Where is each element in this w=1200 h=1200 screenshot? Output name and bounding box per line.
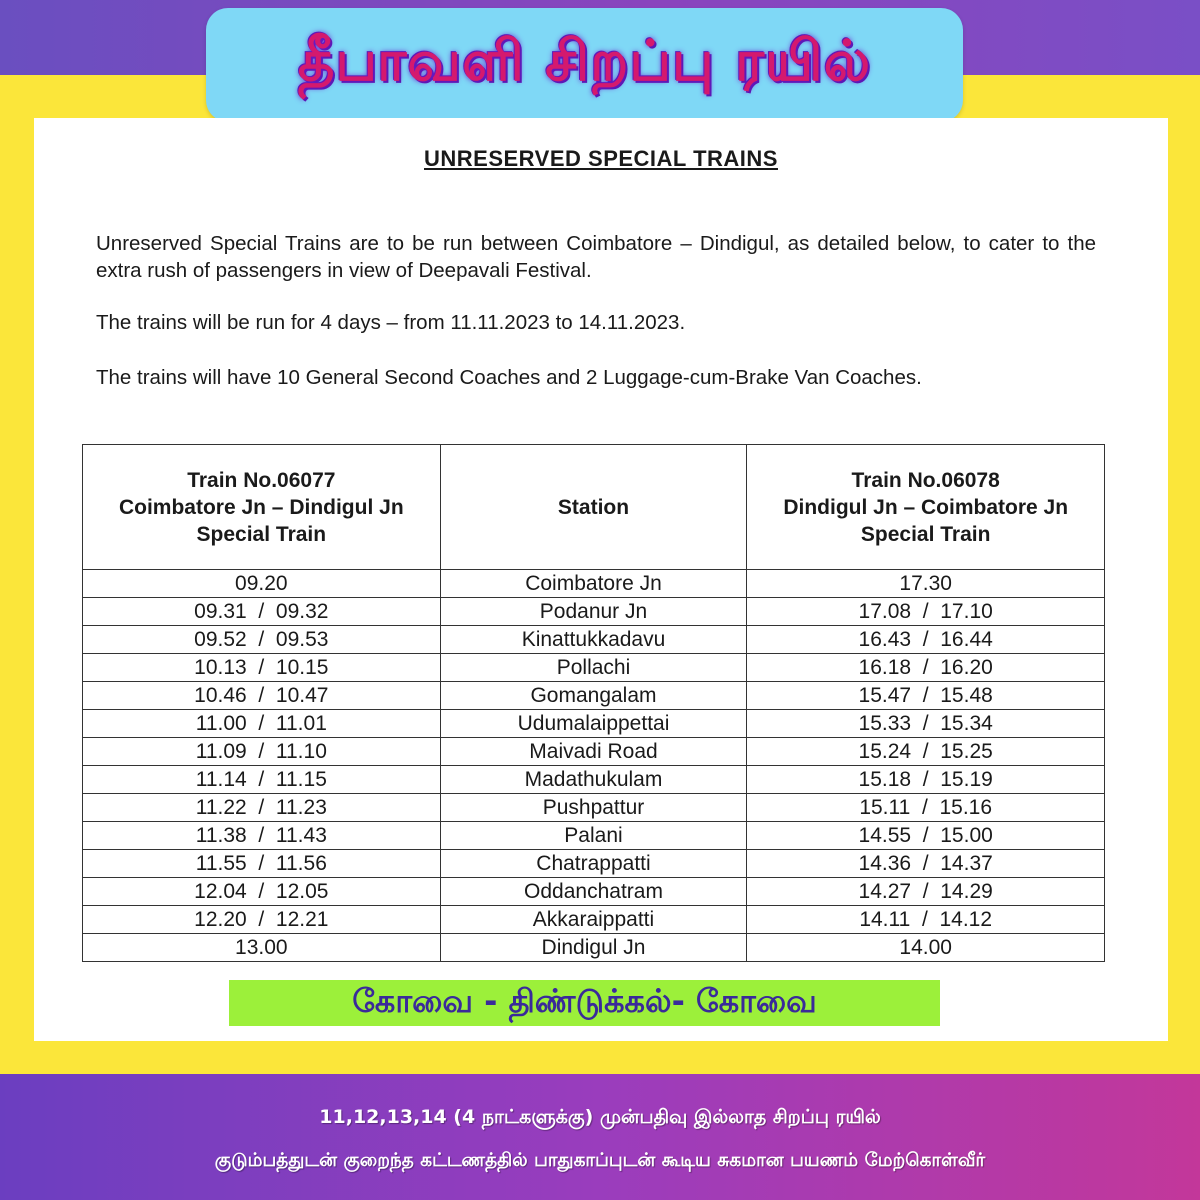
cell-06078-time: 17.08 / 17.10 bbox=[747, 598, 1105, 626]
route-label: கோவை - திண்டுக்கல்- கோவை bbox=[352, 982, 817, 1020]
cell-06077-time: 12.20 / 12.21 bbox=[83, 906, 441, 934]
table-row bbox=[83, 794, 1105, 822]
timetable bbox=[82, 444, 1105, 962]
cell-06077-time: 11.55 / 11.56 bbox=[83, 850, 441, 878]
table-row bbox=[83, 766, 1105, 794]
table-row bbox=[83, 906, 1105, 934]
cell-06077-time: 13.00 bbox=[83, 934, 441, 962]
paragraph-coaches: The trains will have 10 General Second Coaches and 2 Luggage-cum-Brake Van Coaches. bbox=[96, 366, 922, 389]
cell-06077-time: 11.14 / 11.15 bbox=[83, 766, 441, 794]
cell-06077-time: 10.13 / 10.15 bbox=[83, 654, 441, 682]
cell-06077-time: 11.00 / 11.01 bbox=[83, 710, 441, 738]
cell-station: Akkaraippatti bbox=[440, 906, 747, 934]
cell-station: Chatrappatti bbox=[440, 850, 747, 878]
table-row bbox=[83, 598, 1105, 626]
cell-06077-time: 09.31 / 09.32 bbox=[83, 598, 441, 626]
cell-station: Madathukulam bbox=[440, 766, 747, 794]
cell-06078-time: 16.43 / 16.44 bbox=[747, 626, 1105, 654]
table-row bbox=[83, 654, 1105, 682]
table-row bbox=[83, 934, 1105, 962]
cell-06078-time: 15.18 / 15.19 bbox=[747, 766, 1105, 794]
table-row bbox=[83, 850, 1105, 878]
timetable-header-row bbox=[83, 445, 1105, 570]
header-train-06077: Train No.06077 Coimbatore Jn – Dindigul Jn Special Train bbox=[83, 445, 441, 570]
table-row bbox=[83, 626, 1105, 654]
route-banner bbox=[229, 980, 940, 1026]
cell-station: Udumalaippettai bbox=[440, 710, 747, 738]
document-heading: UNRESERVED SPECIAL TRAINS bbox=[424, 146, 778, 171]
document-heading-wrap bbox=[34, 146, 1168, 172]
cell-station: Pushpattur bbox=[440, 794, 747, 822]
table-row bbox=[83, 710, 1105, 738]
cell-station: Dindigul Jn bbox=[440, 934, 747, 962]
cell-station: Gomangalam bbox=[440, 682, 747, 710]
table-row bbox=[83, 738, 1105, 766]
cell-06078-time: 14.55 / 15.00 bbox=[747, 822, 1105, 850]
paragraph-route: Unreserved Special Trains are to be run between Coimbatore – Dindigul, as detailed below, to cater to the extra rush of passengers in view of Deepavali Festival. bbox=[96, 232, 1096, 282]
footer-line-1: 11,12,13,14 (4 நாட்களுக்கு) முன்பதிவு இல்லாத சிறப்பு ரயில் bbox=[319, 1106, 881, 1128]
cell-06077-time: 09.52 / 09.53 bbox=[83, 626, 441, 654]
cell-06078-time: 15.11 / 15.16 bbox=[747, 794, 1105, 822]
footer-band bbox=[0, 1074, 1200, 1200]
footer-line-2: குடும்பத்துடன் குறைந்த கட்டணத்தில் பாதுகாப்புடன் கூடிய சுகமான பயணம் மேற்கொள்வீர் bbox=[214, 1150, 986, 1171]
table-row bbox=[83, 570, 1105, 598]
cell-06078-time: 15.33 / 15.34 bbox=[747, 710, 1105, 738]
paragraph-dates: The trains will be run for 4 days – from 11.11.2023 to 14.11.2023. bbox=[96, 311, 686, 334]
cell-06078-time: 17.30 bbox=[747, 570, 1105, 598]
cell-06078-time: 14.00 bbox=[747, 934, 1105, 962]
cell-06077-time: 11.22 / 11.23 bbox=[83, 794, 441, 822]
cell-06078-time: 14.11 / 14.12 bbox=[747, 906, 1105, 934]
cell-06078-time: 15.47 / 15.48 bbox=[747, 682, 1105, 710]
cell-06077-time: 10.46 / 10.47 bbox=[83, 682, 441, 710]
title-banner bbox=[206, 8, 963, 122]
cell-station: Podanur Jn bbox=[440, 598, 747, 626]
cell-station: Pollachi bbox=[440, 654, 747, 682]
timetable-body bbox=[83, 570, 1105, 962]
table-row bbox=[83, 822, 1105, 850]
cell-06078-time: 14.27 / 14.29 bbox=[747, 878, 1105, 906]
notice-document bbox=[34, 118, 1168, 1041]
banner-title: தீபாவளி சிறப்பு ரயில் bbox=[297, 29, 872, 94]
cell-06077-time: 11.09 / 11.10 bbox=[83, 738, 441, 766]
cell-06077-time: 11.38 / 11.43 bbox=[83, 822, 441, 850]
cell-06077-time: 12.04 / 12.05 bbox=[83, 878, 441, 906]
cell-06078-time: 15.24 / 15.25 bbox=[747, 738, 1105, 766]
header-train-06078: Train No.06078 Dindigul Jn – Coimbatore Jn Special Train bbox=[747, 445, 1105, 570]
table-row bbox=[83, 682, 1105, 710]
cell-station: Maivadi Road bbox=[440, 738, 747, 766]
cell-station: Coimbatore Jn bbox=[440, 570, 747, 598]
cell-station: Kinattukkadavu bbox=[440, 626, 747, 654]
table-row bbox=[83, 878, 1105, 906]
cell-06077-time: 09.20 bbox=[83, 570, 441, 598]
cell-06078-time: 16.18 / 16.20 bbox=[747, 654, 1105, 682]
cell-station: Palani bbox=[440, 822, 747, 850]
cell-06078-time: 14.36 / 14.37 bbox=[747, 850, 1105, 878]
cell-station: Oddanchatram bbox=[440, 878, 747, 906]
header-station: Station bbox=[440, 445, 747, 570]
